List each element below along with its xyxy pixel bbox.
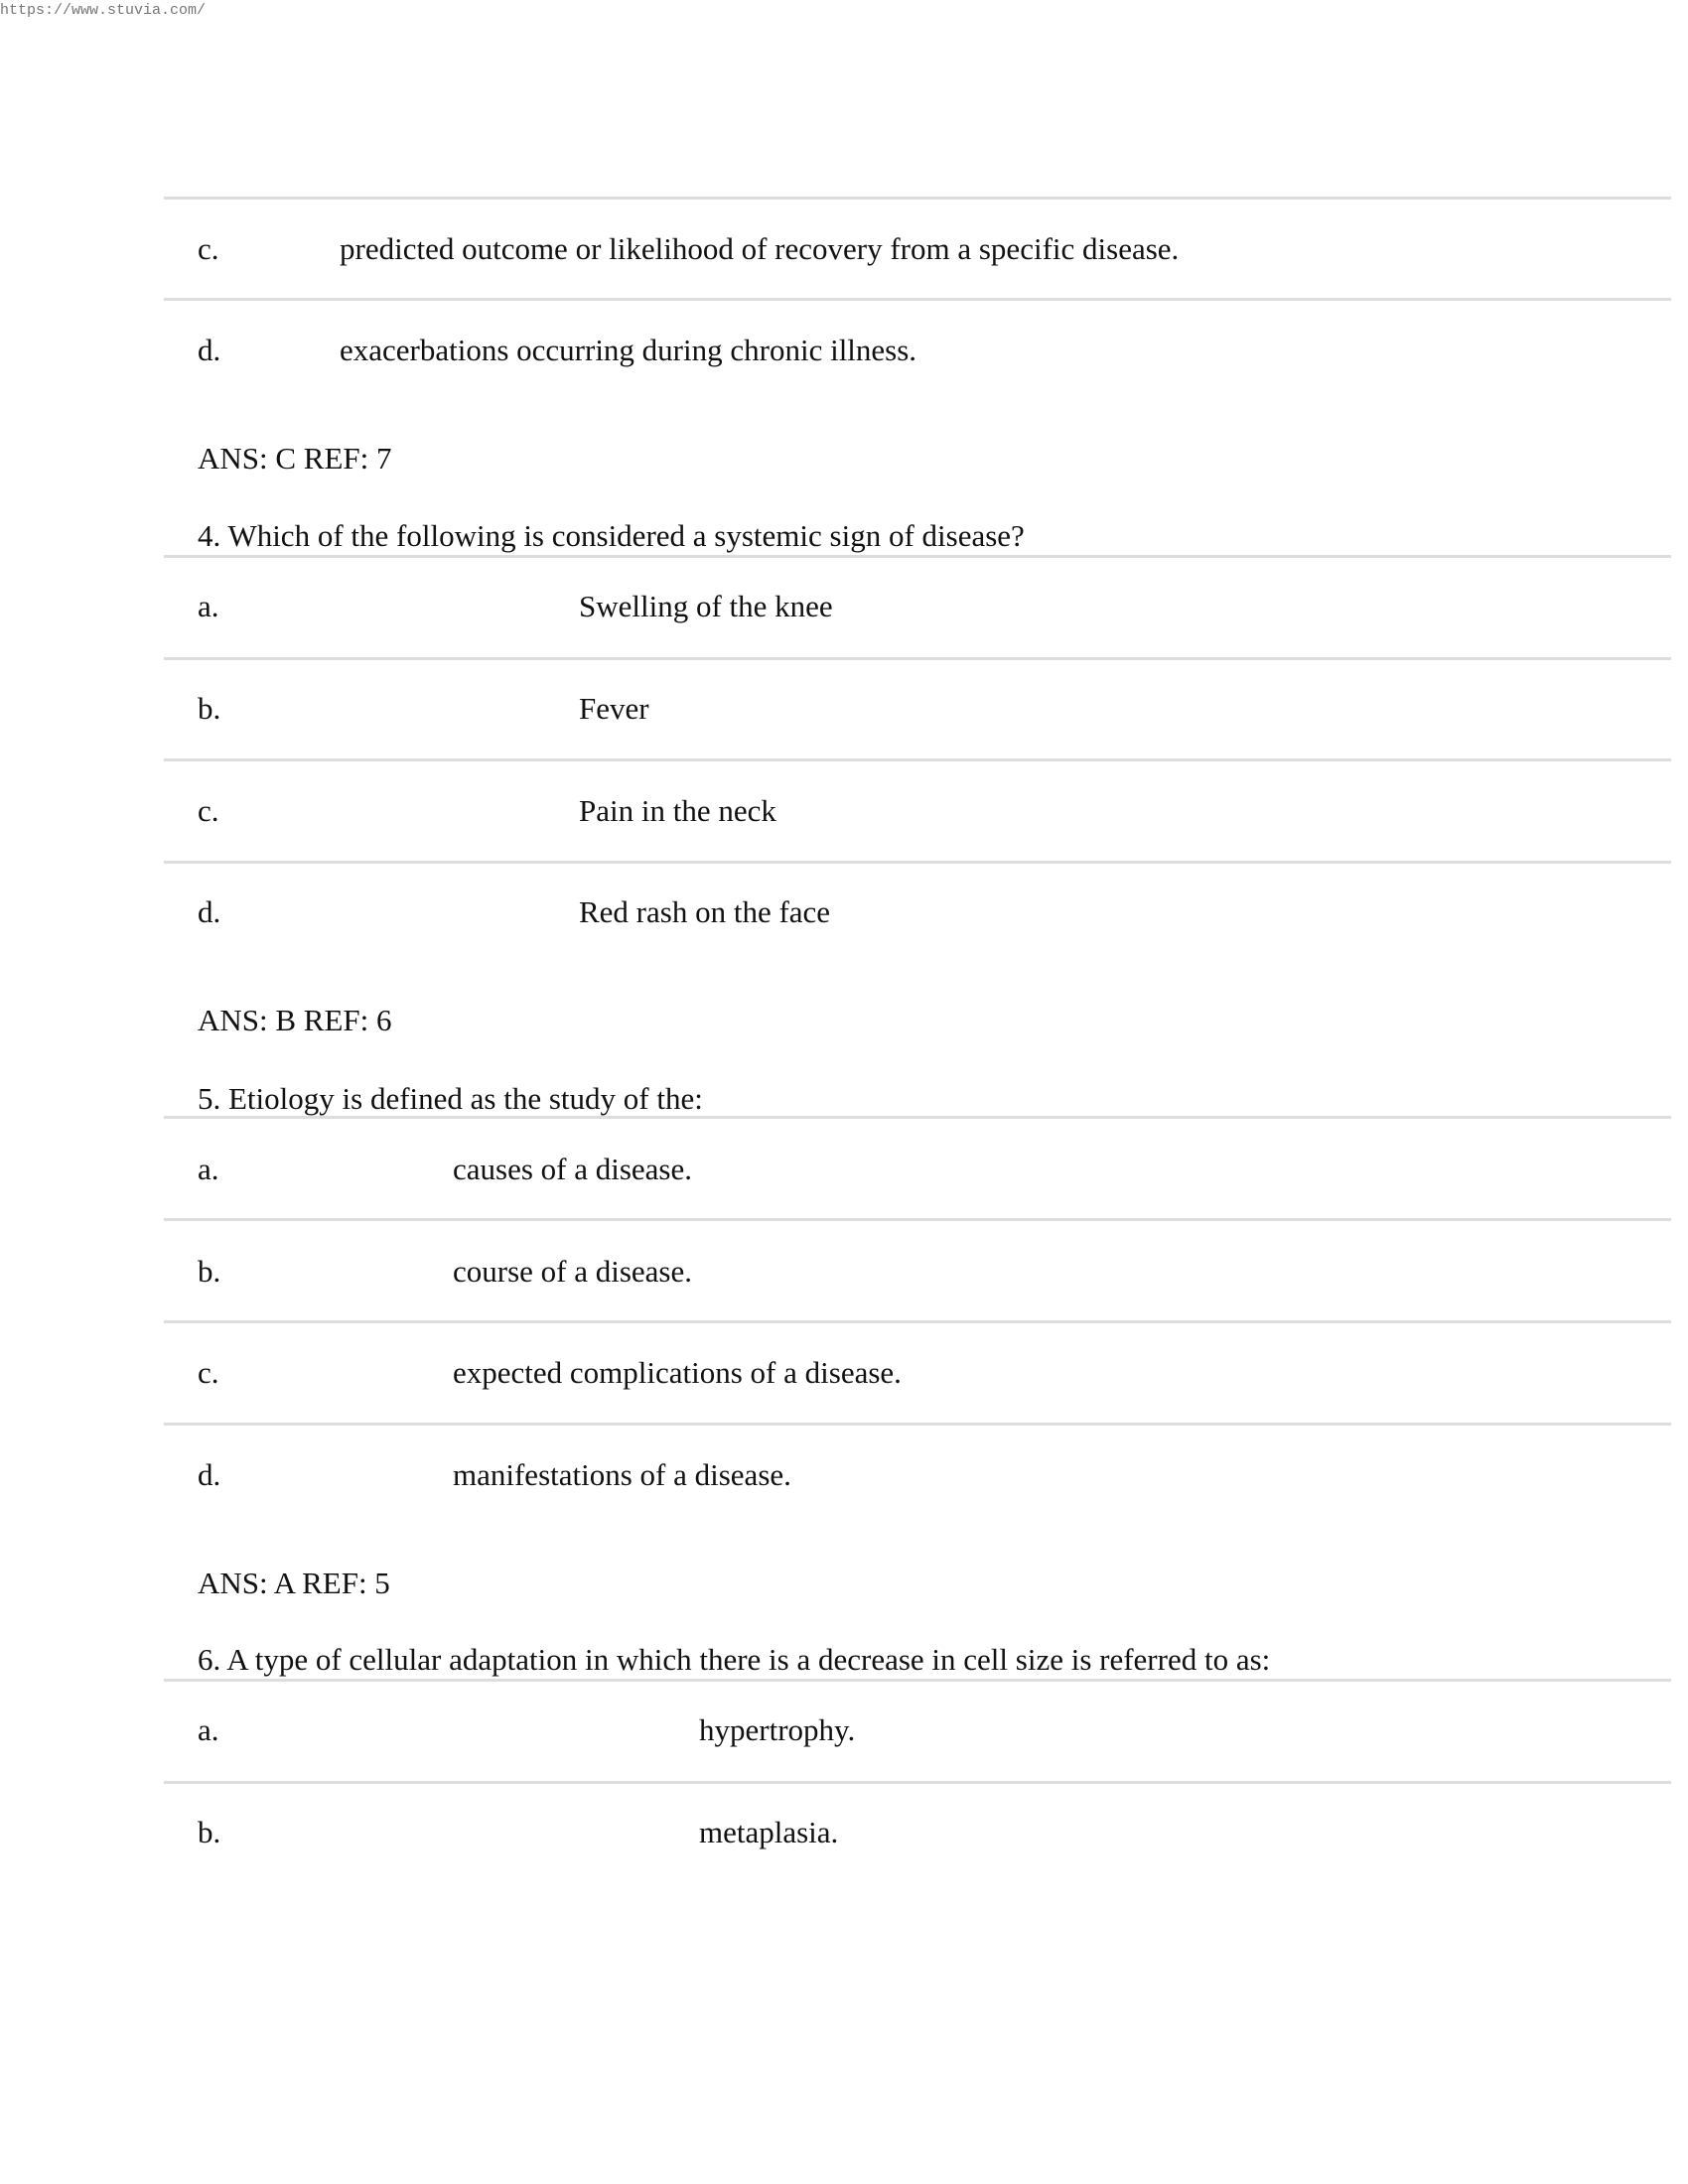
answer-line: ANS: B REF: 6 xyxy=(198,1003,392,1037)
question-text: 6. A type of cellular adaptation in which there is a decrease in cell size is referred to as: xyxy=(198,1642,1271,1677)
divider xyxy=(164,197,1671,200)
option-letter: b. xyxy=(198,691,221,726)
option-letter: d. xyxy=(198,1457,221,1492)
option-letter: d. xyxy=(198,333,221,367)
option-letter: a. xyxy=(198,589,219,623)
option-text: exacerbations occurring during chronic illness. xyxy=(340,333,917,367)
option-letter: b. xyxy=(198,1815,221,1849)
option-text: course of a disease. xyxy=(453,1254,693,1289)
divider xyxy=(164,657,1671,660)
divider xyxy=(164,1679,1671,1682)
question-text: 4. Which of the following is considered a systemic sign of disease? xyxy=(198,518,1025,553)
option-text: hypertrophy. xyxy=(699,1712,856,1747)
question-text: 5. Etiology is defined as the study of the: xyxy=(198,1081,703,1116)
divider xyxy=(164,758,1671,761)
divider xyxy=(164,1320,1671,1323)
option-text: Fever xyxy=(579,691,649,726)
answer-line: ANS: C REF: 7 xyxy=(198,441,392,476)
divider xyxy=(164,861,1671,864)
option-letter: d. xyxy=(198,894,221,929)
option-text: Pain in the neck xyxy=(579,793,776,828)
option-text: predicted outcome or likelihood of recovery from a specific disease. xyxy=(340,231,1180,266)
option-letter: b. xyxy=(198,1254,221,1289)
option-text: Red rash on the face xyxy=(579,894,831,929)
option-text: expected complications of a disease. xyxy=(453,1355,902,1390)
answer-line: ANS: A REF: 5 xyxy=(198,1566,390,1600)
option-letter: c. xyxy=(198,231,219,266)
option-letter: c. xyxy=(198,793,219,828)
option-letter: c. xyxy=(198,1355,219,1390)
option-text: manifestations of a disease. xyxy=(453,1457,791,1492)
option-text: metaplasia. xyxy=(699,1815,839,1849)
option-letter: a. xyxy=(198,1152,219,1186)
option-text: causes of a disease. xyxy=(453,1152,693,1186)
watermark-url: https://www.stuvia.com/ xyxy=(0,2,207,19)
divider xyxy=(164,1423,1671,1426)
divider xyxy=(164,555,1671,558)
divider xyxy=(164,1116,1671,1119)
option-text: Swelling of the knee xyxy=(579,589,833,623)
divider xyxy=(164,1781,1671,1784)
divider xyxy=(164,298,1671,301)
divider xyxy=(164,1218,1671,1221)
option-letter: a. xyxy=(198,1712,219,1747)
